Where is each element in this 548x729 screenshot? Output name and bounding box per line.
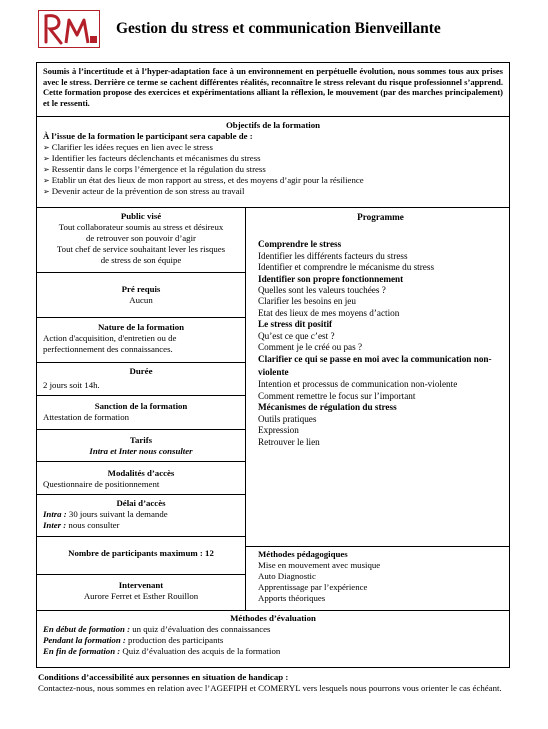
evaluation-label: En fin de formation : xyxy=(43,646,121,656)
program-section-title: Identifier son propre fonctionnement xyxy=(258,273,404,284)
document-title: Gestion du stress et communication Bienveillante xyxy=(116,20,441,37)
evaluation-label: En début de formation : xyxy=(43,624,130,634)
program-item: Intention et processus de communication non-violente xyxy=(258,379,458,390)
objective-item: ➢ Identifier les facteurs déclenchants et mécanismes du stress xyxy=(43,153,503,164)
sanction-title: Sanction de la formation xyxy=(94,401,188,411)
program-item: Quelles sont les valeurs touchées ? xyxy=(258,285,386,296)
access-mode-section xyxy=(37,462,246,495)
program-item: Expression xyxy=(258,425,299,436)
methods-item: Apports théoriques xyxy=(258,593,326,603)
logo xyxy=(38,10,100,48)
nature-section xyxy=(37,318,246,363)
public-line: de stress de son équipe xyxy=(100,255,182,265)
participants-label: Nombre de participants maximum : 12 xyxy=(68,548,214,558)
public-title: Public visé xyxy=(120,211,162,221)
delay-intra-value: 30 jours suivant la demande xyxy=(66,509,168,519)
objective-item: ➢ Ressentir dans le corps l’émergence et la régulation du stress xyxy=(43,164,503,175)
program-item: Retrouver le lien xyxy=(258,436,320,447)
objectives-title: Objectifs de la formation xyxy=(225,120,321,130)
program-item: Identifier les différents facteurs du stress xyxy=(258,250,408,261)
prereq-title: Pré requis xyxy=(121,284,161,294)
training-sheet xyxy=(36,62,510,668)
participants-section xyxy=(37,537,246,575)
objective-item: ➢ Clarifier les idées reçues en lien avec le stress xyxy=(43,142,503,153)
prereq-value: Aucun xyxy=(129,295,153,305)
objectives-subtitle: À l’issue de la formation le participant sera capable de : xyxy=(43,131,253,141)
objective-item: ➢ Devenir acteur de la prévention de son stress au travail xyxy=(43,186,503,197)
objectives-list xyxy=(43,142,503,197)
nature-line: Action d'acquisition, d'entretien ou de xyxy=(43,333,177,343)
access-mode-title: Modalités d’accès xyxy=(107,468,175,478)
public-section xyxy=(37,208,246,273)
access-mode-value: Questionnaire de positionnement xyxy=(43,479,160,489)
program-item: Clarifier les besoins en jeu xyxy=(258,296,356,307)
program-item: Identifier et comprendre le mécanisme du stress xyxy=(258,262,435,273)
duration-section xyxy=(37,363,246,396)
prereq-section xyxy=(37,273,246,318)
public-line: Tout chef de service souhaitant lever les risques xyxy=(56,244,226,254)
program-section-title: Clarifier ce qui se passe en moi avec la communication non-violente xyxy=(258,354,492,378)
evaluation-item xyxy=(43,624,503,635)
methods-section xyxy=(246,547,509,610)
methods-title: Méthodes pédagogiques xyxy=(258,549,348,559)
tarifs-section xyxy=(37,430,246,462)
program-section xyxy=(246,208,509,547)
delay-inter-value: nous consulter xyxy=(66,520,120,530)
evaluation-item xyxy=(43,635,503,646)
program-item: Qu’est ce que c’est ? xyxy=(258,330,335,341)
tarifs-title: Tarifs xyxy=(129,435,153,445)
accessibility-text: Contactez-nous, nous sommes en relation avec l’AGEFIPH et COMERYL vers lesquels nous pourrons vous orienter le cas échéant. xyxy=(38,683,502,693)
public-line: Tout collaborateur soumis au stress et désireux xyxy=(58,222,224,232)
intro-paragraph: Soumis à l’incertitude et à l’hyper-adaptation face à un environnement en perpétuelle évolution, nous sommes tous aux prises avec le stress. Derrière ce terme se cachent différentes réalités, reconnaître le stress relevant du risque professionnel s’apprend. Cette formation propose des exercices et expérimentations alliant la réflexion, le mouvement (par des marches principalement) et le ressenti. xyxy=(37,63,509,117)
program-item: Outils pratiques xyxy=(258,413,317,424)
trainer-value: Aurore Ferret et Esther Rouillon xyxy=(83,591,199,601)
public-line: de retrouver son pouvoir d’agir xyxy=(86,233,196,243)
program-item: Comment remettre le focus sur l’important xyxy=(258,390,416,401)
program-section-title: Comprendre le stress xyxy=(258,239,342,250)
trainer-title: Intervenant xyxy=(118,580,164,590)
duration-title: Durée xyxy=(129,366,153,376)
evaluation-text: production des participants xyxy=(125,635,224,645)
duration-value: 2 jours soit 14h. xyxy=(43,380,100,390)
sanction-section xyxy=(37,396,246,430)
sanction-value: Attestation de formation xyxy=(43,412,129,422)
evaluation-text: un quiz d’évaluation des connaissances xyxy=(130,624,271,634)
delay-title: Délai d’accès xyxy=(116,498,166,508)
evaluation-section xyxy=(37,610,509,668)
methods-item: Auto Diagnostic xyxy=(258,571,316,581)
accessibility-section xyxy=(38,672,508,694)
delay-section xyxy=(37,495,246,537)
delay-inter-label: Inter : xyxy=(43,520,67,530)
objective-item: ➢ Etablir un état des lieux de mon rapport au stress, et des moyens d’agir pour la résilience xyxy=(43,175,503,186)
program-section-title: Le stress dit positif xyxy=(258,319,333,330)
nature-line: perfectionnement des connaissances. xyxy=(43,344,173,354)
program-section-title: Mécanismes de régulation du stress xyxy=(258,402,397,413)
program-title: Programme xyxy=(357,212,404,222)
evaluation-title: Méthodes d’évaluation xyxy=(230,613,316,623)
program-item: Comment je le créé ou pas ? xyxy=(258,342,363,353)
tarifs-value: Intra et Inter nous consulter xyxy=(89,446,193,456)
methods-item: Mise en mouvement avec musique xyxy=(258,560,381,570)
objectives-section xyxy=(37,117,509,208)
evaluation-label: Pendant la formation : xyxy=(43,635,126,645)
methods-item: Apprentissage par l’expérience xyxy=(258,582,368,592)
evaluation-item xyxy=(43,646,503,657)
nature-title: Nature de la formation xyxy=(97,322,185,332)
delay-intra xyxy=(43,509,239,520)
evaluation-text: Quiz d’évaluation des acquis de la formation xyxy=(120,646,281,656)
accessibility-title: Conditions d’accessibilité aux personnes en situation de handicap : xyxy=(38,672,289,682)
trainer-section xyxy=(37,575,246,610)
delay-intra-label: Intra : xyxy=(43,509,67,519)
program-item: Etat des lieux de mes moyens d’action xyxy=(258,307,400,318)
delay-inter xyxy=(43,520,239,531)
